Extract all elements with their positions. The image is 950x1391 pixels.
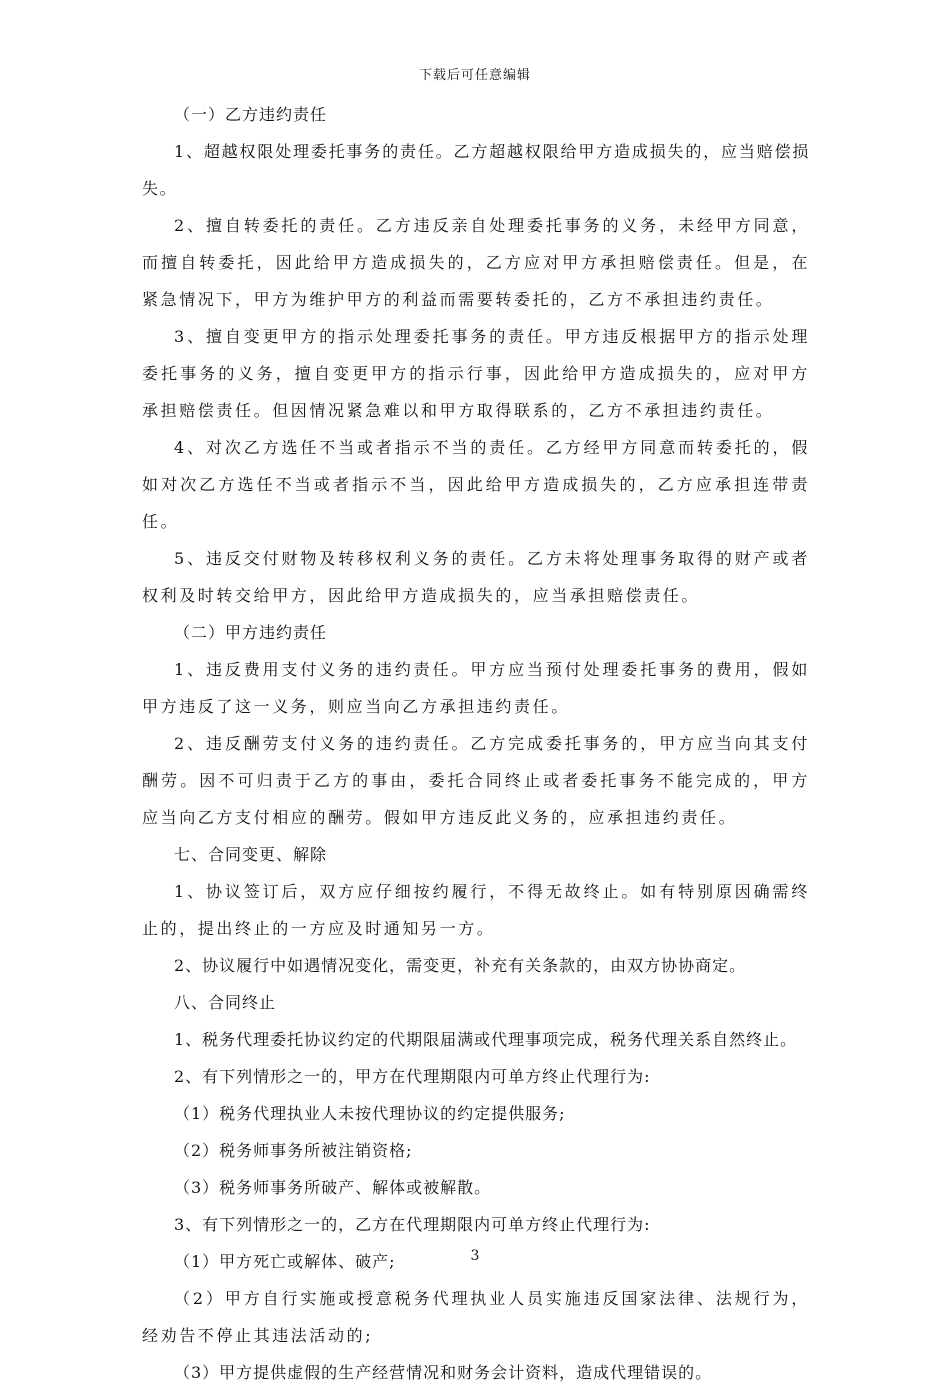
document-body	[142, 96, 810, 1391]
page-header: 下载后可任意编辑	[418, 68, 531, 83]
page-number: 3	[470, 1248, 480, 1264]
paragraph: 3、有下列情形之一的，乙方在代理期限内可单方终止代理行为:	[174, 1215, 651, 1234]
list-item: （2）甲方自行实施或授意税务代理执业人员实施违反国家法律、法规行为，经劝告不停止其违法活动的;	[142, 1289, 810, 1345]
section-heading: 八、合同终止	[174, 993, 277, 1012]
list-item: （1）甲方死亡或解体、破产;	[174, 1252, 396, 1271]
section-heading: （一）乙方违约责任	[174, 105, 328, 124]
paragraph: 2、擅自转委托的责任。乙方违反亲自处理委托事务的义务，未经甲方同意，而擅自转委托，因此给甲方造成损失的，乙方应对甲方承担赔偿责任。但是，在紧急情况下，甲方为维护甲方的利益而需要转委托的，乙方不承担违约责任。	[142, 216, 810, 309]
paragraph: 1、超越权限处理委托事务的责任。乙方超越权限给甲方造成损失的，应当赔偿损失。	[142, 142, 810, 198]
paragraph: 1、协议签订后，双方应仔细按约履行，不得无故终止。如有特别原因确需终止的，提出终止的一方应及时通知另一方。	[142, 882, 810, 938]
paragraph: 5、违反交付财物及转移权利义务的责任。乙方未将处理事务取得的财产或者权利及时转交给甲方，因此给甲方造成损失的，应当承担赔偿责任。	[142, 549, 810, 605]
list-item: （3）税务师事务所破产、解体或被解散。	[174, 1178, 492, 1197]
list-item: （2）税务师事务所被注销资格;	[174, 1141, 413, 1160]
list-item: （3）甲方提供虚假的生产经营情况和财务会计资料，造成代理错误的。	[174, 1363, 713, 1382]
section-heading: （二）甲方违约责任	[174, 623, 328, 642]
paragraph: 3、擅自变更甲方的指示处理委托事务的责任。甲方违反根据甲方的指示处理委托事务的义务，擅自变更甲方的指示行事，因此给甲方造成损失的，应对甲方承担赔偿责任。但因情况紧急难以和甲方取得联系的，乙方不承担违约责任。	[142, 327, 810, 420]
section-heading: 七、合同变更、解除	[174, 845, 328, 864]
paragraph: 1、税务代理委托协议约定的代期限届满或代理事项完成，税务代理关系自然终止。	[174, 1030, 798, 1049]
list-item: （1）税务代理执业人未按代理协议的约定提供服务;	[174, 1104, 566, 1123]
paragraph: 1、违反费用支付义务的违约责任。甲方应当预付处理委托事务的费用，假如甲方违反了这一义务，则应当向乙方承担违约责任。	[142, 660, 810, 716]
paragraph: 2、协议履行中如遇情况变化，需变更，补充有关条款的，由双方协协商定。	[174, 956, 747, 975]
paragraph: 2、违反酬劳支付义务的违约责任。乙方完成委托事务的，甲方应当向其支付酬劳。因不可归责于乙方的事由，委托合同终止或者委托事务不能完成的，甲方应当向乙方支付相应的酬劳。假如甲方违反此义务的，应承担违约责任。	[142, 734, 810, 827]
paragraph: 2、有下列情形之一的，甲方在代理期限内可单方终止代理行为:	[174, 1067, 651, 1086]
paragraph: 4、对次乙方选任不当或者指示不当的责任。乙方经甲方同意而转委托的，假如对次乙方选任不当或者指示不当，因此给甲方造成损失的，乙方应承担连带责任。	[142, 438, 810, 531]
